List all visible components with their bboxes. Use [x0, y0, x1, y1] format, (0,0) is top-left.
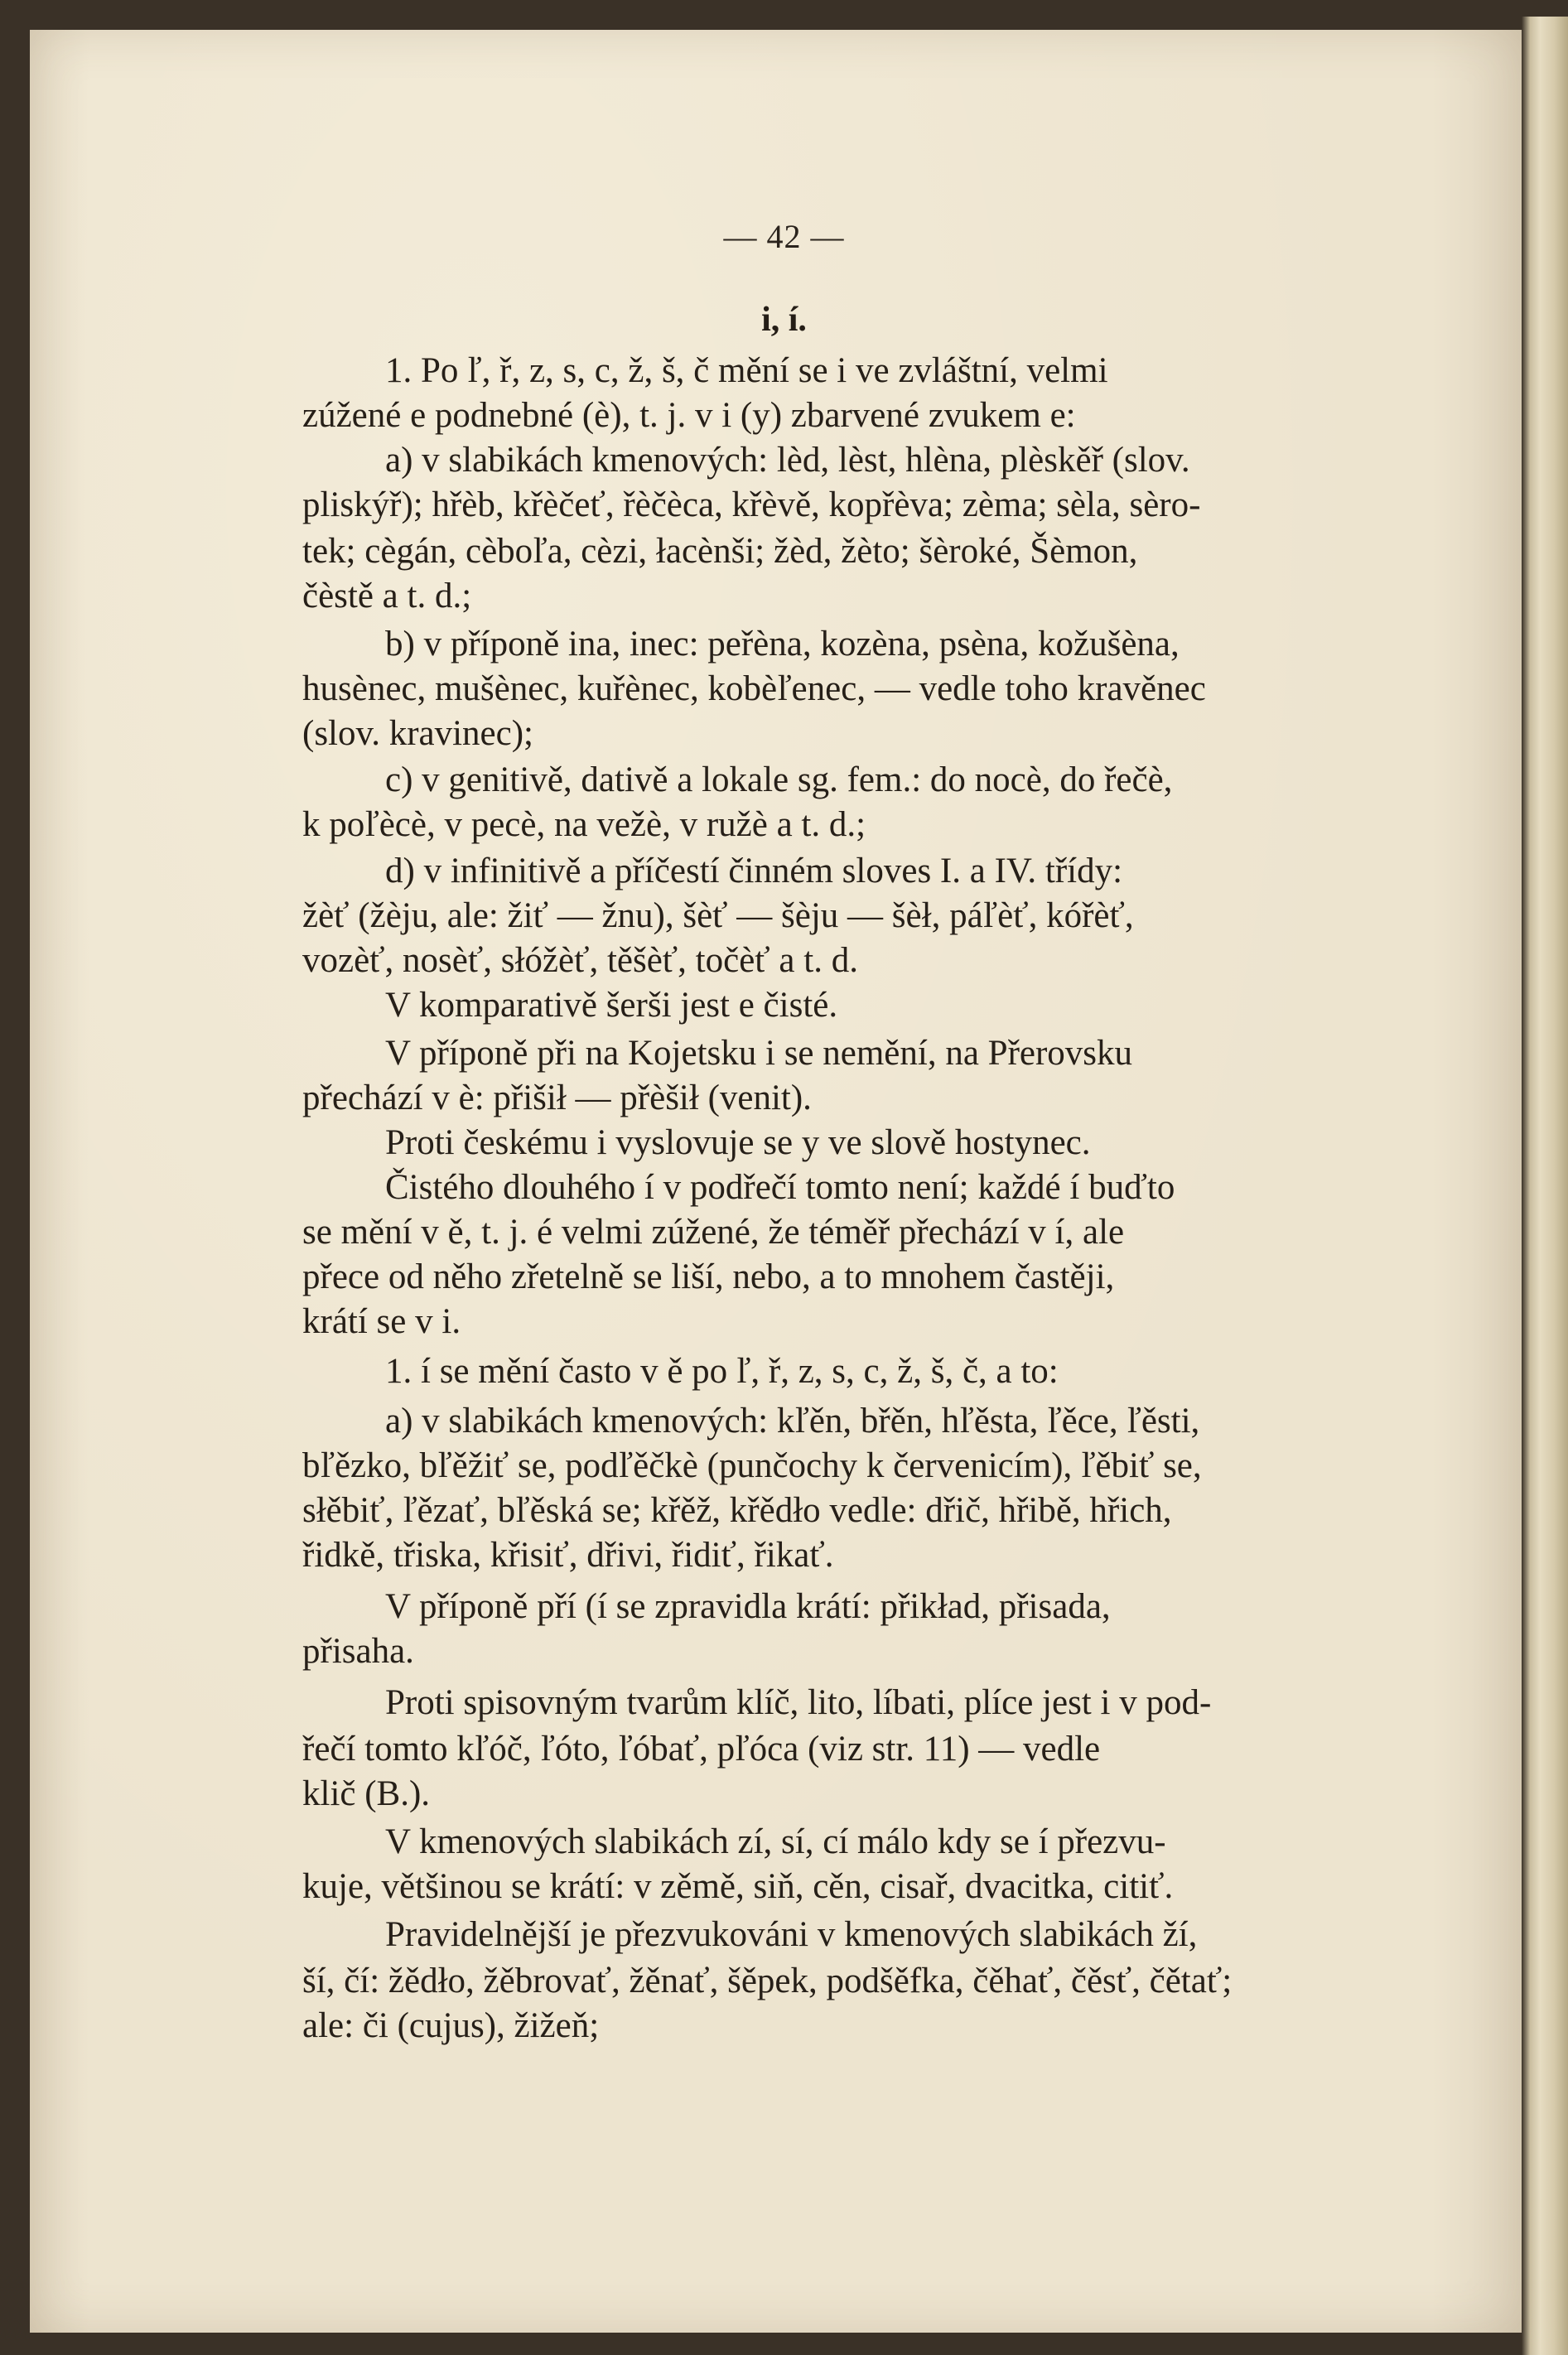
text-line: a) v slabikách kmenových: kľěn, břěn, hľěsta, ľěce, ľěsti,	[385, 1402, 1200, 1441]
text-line: Proti českému i vyslovuje se y ve slově hostynec.	[385, 1123, 1091, 1162]
text-line: čèstě a t. d.;	[302, 577, 472, 615]
text-line: V příponě pří (í se zpravidla krátí: přikład, přisada,	[385, 1587, 1111, 1626]
text-line: řečí tomto kľóč, ľóto, ľóbať, pľóca (viz str. 11) — vedle	[302, 1730, 1101, 1769]
text-line: zúžené e podnebné (è), t. j. v i (y) zbarvené zvukem e:	[302, 396, 1076, 435]
text-line: V komparativě šerši jest e čisté.	[385, 986, 838, 1025]
text-line: 1. Po ľ, ř, z, s, c, ž, š, č mění se i ve zvláštní, velmi	[385, 351, 1108, 390]
text-line: bľězko, bľěžiť se, podľěčkè (punčochy k červenicím), ľěbiť se,	[302, 1446, 1202, 1485]
text-line: b) v příponě ina, inec: peřèna, kozèna, psèna, kožušèna,	[385, 625, 1180, 664]
text-line: d) v infinitivě a příčestí činném sloves I. a IV. třídy:	[385, 852, 1123, 890]
text-line: (slov. kravinec);	[302, 714, 533, 753]
section-heading: i, í.	[761, 301, 807, 339]
text-line: 1. í se mění často v ě po ľ, ř, z, s, c, ž, š, č, a to:	[385, 1352, 1059, 1391]
text-line: řidkě, třiska, křisiť, dřivi, řidiť, řikať.	[302, 1536, 834, 1575]
page-number: — 42 —	[723, 218, 845, 255]
text-line: Pravidelnější je přezvukováni v kmenových slabikách ží,	[385, 1915, 1198, 1954]
text-line: přisaha.	[302, 1632, 414, 1671]
text-line: c) v genitivě, dativě a lokale sg. fem.: do nocè, do řečè,	[385, 760, 1173, 799]
text-line: k poľècè, v pecè, na vežè, v ružè a t. d.;	[302, 805, 866, 844]
text-line: V příponě při na Kojetsku i se nemění, na Přerovsku	[385, 1034, 1133, 1073]
text-line: krátí se v i.	[302, 1302, 461, 1341]
text-line: žèť (žèju, ale: žiť — žnu), šèť — šèju — šèł, páľèť, kóřèť,	[302, 896, 1134, 935]
text-line: tek; cègán, cèboľa, cèzi, łacènši; žèd, žèto; šèroké, Šèmon,	[302, 532, 1138, 571]
text-line: kuje, většinou se krátí: v zěmě, siň, cěn, cisař, dvacitka, citiť.	[302, 1867, 1174, 1906]
text-line: ší, čí: žědło, žěbrovať, žěnať, šěpek, podšěfka, čěhať, čěsť, čětať;	[302, 1962, 1233, 2000]
text-line: vozèť, nosèť, słóžèť, těšèť, točèť a t. d.	[302, 941, 858, 980]
text-line: pliskýř); hřèb, křèčeť, řèčèca, křèvě, kopřèva; zèma; sèla, sèro-	[302, 485, 1201, 524]
text-line: a) v slabikách kmenových: lèd, lèst, hlèna, plèskěř (slov.	[385, 441, 1190, 480]
text-line: přechází v è: přišił — přèšił (venit).	[302, 1079, 812, 1117]
text-line: Čistého dlouhého í v podřečí tomto není; každé í buďto	[385, 1168, 1175, 1207]
text-line: ale: či (cujus), žižeň;	[302, 2006, 600, 2045]
text-line: přece od něho zřetelně se liší, nebo, a to mnohem častěji,	[302, 1257, 1115, 1296]
text-line: klič (B.).	[302, 1774, 431, 1813]
text-line: słěbiť, ľězať, bľěská se; křěž, křědło vedle: dřič, hřibě, hřich,	[302, 1491, 1172, 1530]
text-line: se mění v ě, t. j. é velmi zúžené, že téměř přechází v í, ale	[302, 1213, 1125, 1252]
text-line: Proti spisovným tvarům klíč, lito, líbati, plíce jest i v pod-	[385, 1683, 1212, 1722]
text-line: husènec, mušènec, kuřènec, kobèľenec, — vedle toho kravěnec	[302, 669, 1206, 708]
text-line: V kmenových slabikách zí, sí, cí málo kdy se í přezvu-	[385, 1822, 1166, 1861]
